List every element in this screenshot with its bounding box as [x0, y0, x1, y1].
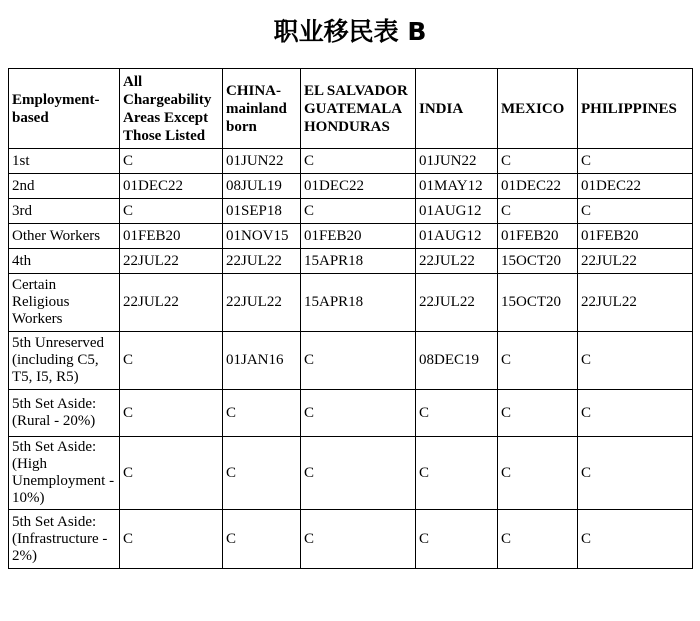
table-cell: C — [223, 510, 301, 569]
table-row — [9, 274, 693, 332]
table-cell: C — [301, 149, 416, 174]
row-label: 3rd — [9, 199, 120, 224]
table-cell: C — [416, 390, 498, 437]
table-cell: C — [120, 510, 223, 569]
table-cell: C — [301, 437, 416, 510]
table-cell: 22JUL22 — [578, 274, 693, 332]
table-cell: 01DEC22 — [498, 174, 578, 199]
table-cell: 01FEB20 — [498, 224, 578, 249]
table-cell: C — [578, 390, 693, 437]
table-cell: 01NOV15 — [223, 224, 301, 249]
table-cell: C — [301, 332, 416, 390]
table-cell: C — [578, 437, 693, 510]
table-cell: C — [416, 437, 498, 510]
header-cell: INDIA — [416, 69, 498, 149]
visa-bulletin-table — [8, 68, 693, 569]
table-cell: C — [498, 149, 578, 174]
row-label: 1st — [9, 149, 120, 174]
table-cell: 08JUL19 — [223, 174, 301, 199]
table-cell: C — [120, 332, 223, 390]
row-label: Other Workers — [9, 224, 120, 249]
table-cell: C — [120, 437, 223, 510]
table-cell: 01FEB20 — [301, 224, 416, 249]
row-label: 5th Set Aside: (High Unemployment - 10%) — [9, 437, 120, 510]
table-cell: C — [120, 390, 223, 437]
table-cell: 15APR18 — [301, 274, 416, 332]
table-cell: C — [578, 199, 693, 224]
table-cell: 01JAN16 — [223, 332, 301, 390]
row-label: 5th Set Aside: (Infrastructure - 2%) — [9, 510, 120, 569]
table-cell: C — [498, 332, 578, 390]
table-cell: 01MAY12 — [416, 174, 498, 199]
table-cell: C — [498, 199, 578, 224]
table-cell: C — [223, 390, 301, 437]
row-label: 5th Unreserved (including C5, T5, I5, R5) — [9, 332, 120, 390]
table-cell: C — [223, 437, 301, 510]
table-cell: C — [301, 199, 416, 224]
table-cell: 15OCT20 — [498, 274, 578, 332]
table-row — [9, 332, 693, 390]
header-row — [9, 69, 693, 149]
table-row — [9, 390, 693, 437]
table-cell: 22JUL22 — [578, 249, 693, 274]
table-cell: C — [301, 510, 416, 569]
page-title: 职业移民表 B — [273, 17, 427, 46]
table-cell: C — [301, 390, 416, 437]
table-cell: 01SEP18 — [223, 199, 301, 224]
table-cell: 22JUL22 — [120, 274, 223, 332]
table-cell: C — [120, 199, 223, 224]
table-cell: 01DEC22 — [120, 174, 223, 199]
table-cell: 22JUL22 — [416, 249, 498, 274]
header-cell: CHINA-mainland born — [223, 69, 301, 149]
table-cell: C — [498, 390, 578, 437]
table-row — [9, 199, 693, 224]
table-cell: 22JUL22 — [120, 249, 223, 274]
row-label: Certain Religious Workers — [9, 274, 120, 332]
table-row — [9, 224, 693, 249]
table-cell: 01FEB20 — [120, 224, 223, 249]
table-row — [9, 510, 693, 569]
table-cell: 22JUL22 — [223, 274, 301, 332]
table-cell: 22JUL22 — [223, 249, 301, 274]
header-cell: Employment-based — [9, 69, 120, 149]
table-cell: C — [498, 510, 578, 569]
table-cell: 01DEC22 — [301, 174, 416, 199]
table-cell: 22JUL22 — [416, 274, 498, 332]
table-cell: 01JUN22 — [416, 149, 498, 174]
table-cell: 08DEC19 — [416, 332, 498, 390]
row-label: 4th — [9, 249, 120, 274]
header-cell: All Chargeability Areas Except Those Listed — [120, 69, 223, 149]
table-cell: C — [578, 149, 693, 174]
table-row — [9, 249, 693, 274]
table-cell: 01FEB20 — [578, 224, 693, 249]
table-row — [9, 149, 693, 174]
header-cell: PHILIPPINES — [578, 69, 693, 149]
table-cell: C — [498, 437, 578, 510]
table-row — [9, 174, 693, 199]
table-cell: C — [578, 332, 693, 390]
table-cell: 15APR18 — [301, 249, 416, 274]
header-cell: EL SALVADOR GUATEMALA HONDURAS — [301, 69, 416, 149]
table-row — [9, 437, 693, 510]
table-cell: C — [416, 510, 498, 569]
table-cell: C — [578, 510, 693, 569]
table-cell: 01AUG12 — [416, 224, 498, 249]
table-cell: 01AUG12 — [416, 199, 498, 224]
table-cell: 15OCT20 — [498, 249, 578, 274]
table-cell: C — [120, 149, 223, 174]
table-cell: 01DEC22 — [578, 174, 693, 199]
header-cell: MEXICO — [498, 69, 578, 149]
row-label: 2nd — [9, 174, 120, 199]
row-label: 5th Set Aside: (Rural - 20%) — [9, 390, 120, 437]
table-cell: 01JUN22 — [223, 149, 301, 174]
